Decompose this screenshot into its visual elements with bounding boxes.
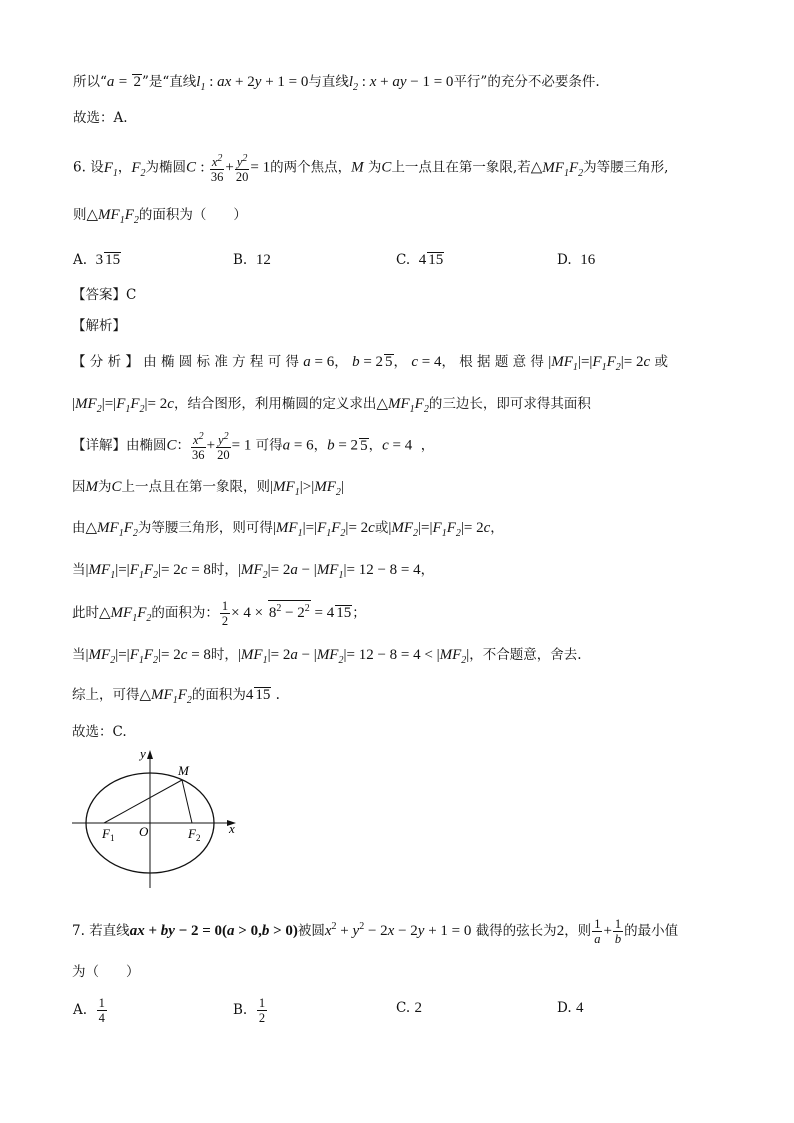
option-letter: D.	[557, 252, 572, 268]
fenxi-line2: $|MF_2|=|F_1F_2|= 2c$，结合图形，利用椭圆的定义求出$\triangle MF_1F_2$的三边长，即可求得其面积	[72, 396, 591, 415]
chord-length: 2	[556, 923, 565, 939]
detail-line1: 【详解】由椭圆C： $\frac{x^2}{36}$ + $\frac{y^2}{20}$ = 1 可得a = 6，b = 2 5，c = 4 ，	[72, 431, 435, 463]
option-value: $\frac{1}{4}$	[98, 996, 105, 1025]
detail-line6: 当$|MF_2|=|F_1F_2|= 2c = 8$时，$|MF_1|= 2a - |MF_2|= 12 - 8 = 4 < |MF_2|$，不合题意，舍去.	[72, 647, 582, 666]
text: 的面积为（ ）	[138, 207, 247, 223]
text: 为等腰三角形，则可得	[137, 520, 273, 536]
label-y: y	[140, 748, 146, 761]
text: 则	[73, 207, 87, 223]
math-a-eq-root2: a	[106, 74, 115, 90]
text: 若直线	[89, 923, 130, 939]
text: 与直线	[308, 74, 349, 90]
text: 截得的弦长为	[475, 923, 557, 939]
text: 【 分 析 】 由 椭 圆 标 准 方 程 可 得	[72, 354, 299, 370]
option-letter: C.	[396, 1000, 411, 1016]
option-value: 4 15	[418, 252, 444, 268]
question-number: 7.	[72, 923, 85, 939]
q7-option-d[interactable]	[557, 998, 583, 1018]
option-letter: D.	[557, 1000, 572, 1016]
q6-option-b[interactable]	[233, 250, 271, 270]
option-letter: A.	[73, 1002, 88, 1018]
sqrt-2: 2	[133, 74, 141, 90]
text: 【详解】由椭圆	[72, 437, 167, 454]
option-letter: B.	[233, 252, 248, 268]
frac-x2-36: $\frac{x^2}{36}$	[210, 153, 224, 185]
q6-option-a[interactable]	[73, 250, 121, 270]
text: 综上，可得	[72, 687, 140, 703]
option-letter: C.	[396, 252, 411, 268]
detail-line4: 当$|MF_1|=|F_1F_2|= 2c = 8$时，$|MF_2|= 2a - |MF_1|= 12 - 8 = 4$，	[72, 562, 435, 581]
q5-conclusion: 所以“a = 2”是“直线$l_1$ : ax + 2y + 1 = 0与直线$l_2$ : x + ay − 1 = 0平行”的充分不必要条件.	[73, 74, 600, 93]
q7-option-a[interactable]	[73, 996, 108, 1025]
segment-m-f2	[182, 780, 192, 823]
q7-option-c[interactable]	[396, 998, 422, 1018]
answer-label: 【答案】C	[72, 287, 137, 303]
q6-option-c[interactable]	[396, 250, 444, 270]
text: 平行”的充分不必要条件.	[453, 74, 600, 90]
text: 当	[72, 647, 86, 663]
text: 根 据 题 意 得	[459, 354, 544, 370]
option-value: 2	[414, 1000, 422, 1016]
text: 所以“	[73, 74, 107, 90]
label-m: M	[178, 763, 189, 778]
text: 时，	[210, 562, 238, 578]
text: 被圆	[297, 923, 325, 939]
text: 的两个焦点，	[270, 159, 352, 176]
label-f2-sub: 2	[196, 833, 201, 843]
text: 为	[98, 479, 112, 495]
q5-choose: 故选：A.	[73, 110, 128, 126]
option-value: 12	[255, 252, 271, 268]
text: 的三边长，即可求得其面积	[428, 396, 591, 412]
label-f2: F	[188, 826, 196, 841]
label-origin: O	[139, 824, 149, 839]
text: 结合图形，利用椭圆的定义求出	[187, 396, 377, 412]
analysis-label: 【解析】	[72, 318, 126, 334]
text: 上一点且在第一象限，则	[121, 479, 271, 495]
detail-line5: 此时$\triangle MF_1F_2$的面积为： $\frac{1}{2}$ × $4 \times 8^2 - 2^2 = 4$ 15；	[72, 599, 366, 628]
q7-stem-line1: 7. 若直线ax + by − 2 = 0(a > 0,b > 0)被圆$x^2 + y^2 - 2x - 2y + 1 = 0$ 截得的弦长为2，则 $\frac{1}{a}$ + $\frac{1}{b}$ 的最小值	[72, 917, 679, 946]
q6-stem-line1: 6. 设$F_1$，$F_2$为椭圆C : $\frac{x^2}{36}$ + $\frac{y^2}{20}$ = 1的两个焦点，M 为C上一点且在第一象限,若$\triangle MF_1F_2$为等腰三角形,	[73, 153, 669, 185]
question-number: 6.	[73, 159, 86, 176]
text: 上一点且在第一象限,若	[391, 159, 531, 176]
text: 的最小值	[624, 923, 679, 939]
option-letter: B.	[233, 1002, 248, 1018]
text: 的面积为	[191, 687, 246, 703]
text: 为椭圆	[145, 159, 187, 176]
text: 当	[72, 562, 86, 578]
detail-line2: 因M为C上一点且在第一象限，则$|MF_1|>|MF_2|$	[72, 479, 344, 498]
text: ，则	[564, 923, 592, 939]
q7-option-b[interactable]	[233, 996, 268, 1025]
y-axis-arrow-icon	[147, 750, 153, 759]
text: 或	[374, 520, 389, 536]
option-letter: A.	[73, 252, 88, 268]
frac-y2-20: $\frac{y^2}{20}$	[235, 153, 249, 185]
label-f1: F	[102, 826, 110, 841]
text: 或	[654, 354, 668, 370]
text: 设	[90, 159, 104, 176]
text: 时，	[210, 647, 238, 663]
text: ”是“直线	[141, 74, 197, 90]
text: 此时	[72, 605, 99, 621]
ellipse-diagram	[72, 748, 252, 890]
option-value: 3 15	[95, 252, 121, 268]
line-l1: $l_1$ : ax + 2y + 1 = 0	[196, 74, 309, 93]
text: 可得	[255, 437, 283, 454]
text: 因	[72, 479, 86, 495]
q6-stem-line2: 则$\triangle MF_1F_2$的面积为（ ）	[73, 207, 247, 226]
q6-choose: 故选：C.	[72, 724, 127, 740]
label-f1-sub: 1	[110, 833, 115, 843]
detail-line7: 综上，可得$\triangle MF_1F_2$的面积为4 15 .	[72, 687, 280, 706]
label-x: x	[229, 821, 235, 836]
detail-line3: 由$\triangle MF_1F_2$为等腰三角形，则可得$|MF_1|=|F_1F_2|= 2c$或$|MF_2|=|F_1F_2|= 2c$，	[72, 520, 504, 539]
option-value: 16	[580, 252, 596, 268]
text: 为	[367, 159, 382, 176]
option-value: $\frac{1}{2}$	[258, 996, 266, 1025]
option-value: 4	[575, 1000, 584, 1016]
line-l2: $l_2$ : x + ay − 1 = 0	[348, 74, 454, 93]
segment-f1-m	[104, 780, 182, 823]
text: 为等腰三角形,	[583, 159, 669, 176]
fenxi-line1: 【 分 析 】 由 椭 圆 标 准 方 程 可 得 a = 6， b = 2 5， c = 4， 根 据 题 意 得 $|MF_1|=|F_1F_2|= 2c$ 或	[72, 354, 668, 373]
text: ，不合题意，舍去.	[469, 647, 582, 663]
q7-stem-line2: 为（ ）	[72, 964, 140, 980]
text: 由	[72, 520, 86, 536]
text: 的面积为：	[151, 605, 219, 621]
q6-option-d[interactable]	[557, 250, 595, 270]
